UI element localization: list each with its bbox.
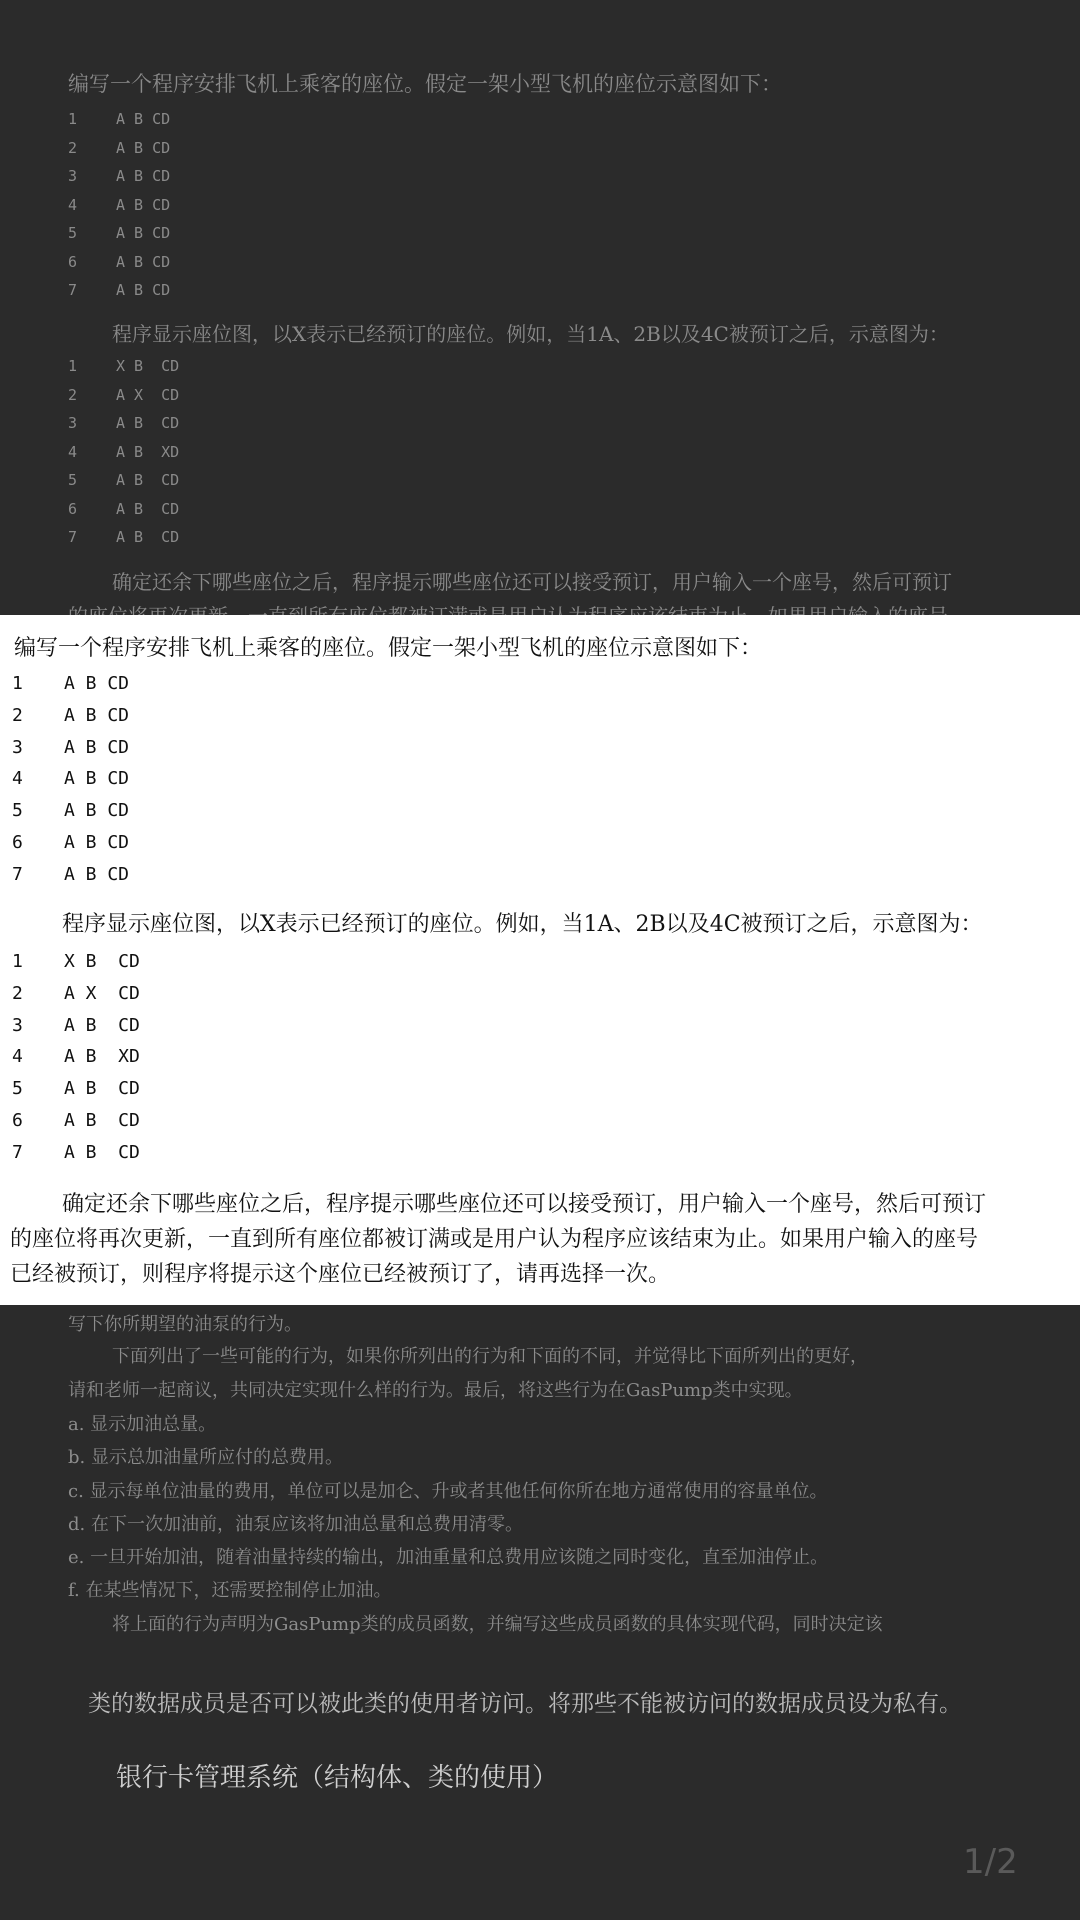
- doc-line: 下面列出了一些可能的行为，如果你所列出的行为和下面的不同，并觉得比下面所列出的更好，: [112, 1346, 868, 1367]
- zoom-para-after-1: 确定还余下哪些座位之后，程序提示哪些座位还可以接受预订，用户输入一个座号，然后可预订: [62, 1192, 987, 1217]
- seat-row-seats: A B CD: [64, 1141, 140, 1163]
- doc-line: 类的数据成员是否可以被此类的使用者访问。将那些不能被访问的数据成员设为私有。: [88, 1691, 962, 1717]
- doc-line: d. 在下一次加油前，油泵应该将加油总量和总费用清零。: [68, 1514, 523, 1535]
- seat-row-number: 6: [12, 1110, 23, 1131]
- seat-row-number: 5: [12, 800, 23, 822]
- doc-line: c. 显示每单位油量的费用，单位可以是加仑、升或者其他任何你所在地方通常使用的容量单位。: [68, 1481, 828, 1502]
- seat-row-number: 3: [68, 414, 78, 432]
- seat-row-seats: A B CD: [116, 224, 171, 242]
- seat-row-number: 4: [12, 768, 23, 790]
- seat-row-seats: A B CD: [116, 167, 171, 185]
- seat-row-number: 7: [68, 528, 78, 546]
- seat-row-seats: A B CD: [116, 252, 171, 271]
- zoom-para-after-3: 已经被预订，则程序将提示这个座位已经被预订了，请再选择一次。: [10, 1262, 671, 1287]
- seat-row-seats: A B CD: [64, 704, 130, 726]
- seat-row-seats: A B CD: [116, 138, 171, 157]
- seat-row-seats: A B CD: [64, 1078, 140, 1100]
- zoomed-image-region[interactable]: [0, 615, 1080, 1305]
- zoom-para-display: 程序显示座位图，以X表示已经预订的座位。例如，当1A、2B以及4C被预订之后，示意图为：: [62, 912, 983, 937]
- doc-para-after: 确定还余下哪些座位之后，程序提示哪些座位还可以接受预订，用户输入一个座号，然后可预订: [112, 570, 952, 594]
- seat-row-seats: A B CD: [64, 736, 130, 758]
- seat-row-number: 7: [12, 1141, 23, 1163]
- seat-row-number: 1: [68, 110, 78, 128]
- seat-row-number: 6: [12, 832, 23, 853]
- zoom-doc-title: 编写一个程序安排飞机上乘客的座位。假定一架小型飞机的座位示意图如下：: [14, 636, 763, 661]
- zoom-para-after-2: 的座位将再次更新，一直到所有座位都被订满或是用户认为程序应该结束为止。如果用户输入的座号: [10, 1227, 979, 1252]
- seat-row-seats: A B CD: [116, 414, 180, 432]
- seat-row-seats: A X CD: [116, 385, 180, 404]
- doc-para-display: 程序显示座位图，以X表示已经预订的座位。例如，当1A、2B以及4C被预订之后，示意图为：: [112, 322, 949, 346]
- seat-row-number: 5: [12, 1078, 23, 1100]
- seat-row-seats: A B CD: [64, 673, 130, 694]
- seat-row-seats: A B CD: [116, 499, 180, 518]
- seat-row-seats: A X CD: [64, 982, 140, 1004]
- doc-line: b. 显示总加油量所应付的总费用。: [68, 1447, 343, 1468]
- doc-line: 请和老师一起商议，共同决定实现什么样的行为。最后，将这些行为在GasPump类中实现。: [68, 1380, 803, 1401]
- seat-row-seats: A B CD: [116, 281, 171, 299]
- seat-row-seats: A B CD: [64, 863, 130, 885]
- seat-row-number: 1: [12, 951, 23, 972]
- seat-row-seats: A B CD: [64, 1110, 140, 1131]
- seat-row-seats: A B CD: [116, 471, 180, 489]
- seat-row-seats: A B CD: [116, 528, 180, 546]
- seat-row-seats: A B XD: [64, 1046, 140, 1068]
- seat-row-seats: A B CD: [116, 110, 171, 128]
- seat-row-number: 2: [12, 704, 23, 726]
- doc-line: a. 显示加油总量。: [68, 1414, 217, 1435]
- seat-row-number: 7: [12, 863, 23, 885]
- seat-row-number: 4: [68, 442, 78, 461]
- seat-row-number: 5: [68, 471, 78, 489]
- seat-row-number: 1: [12, 673, 23, 694]
- page-indicator: 1/2: [963, 1842, 1018, 1882]
- doc-line: e. 一旦开始加油，随着油量持续的输出，加油重量和总费用应该随之同时变化，直至加油停止。: [68, 1547, 829, 1568]
- seat-row-seats: A B CD: [64, 1014, 140, 1036]
- seat-row-number: 2: [12, 982, 23, 1004]
- seat-row-number: 4: [12, 1046, 23, 1068]
- seat-row-seats: A B CD: [116, 195, 171, 214]
- seat-row-seats: X B CD: [64, 951, 140, 972]
- section-title: 银行卡管理系统（结构体、类的使用）: [116, 1763, 559, 1793]
- seat-row-number: 1: [68, 357, 78, 375]
- doc-line: 写下你所期望的油泵的行为。: [68, 1314, 302, 1335]
- seat-row-seats: X B CD: [116, 357, 180, 375]
- seat-row-seats: A B CD: [64, 800, 130, 822]
- seat-row-number: 5: [68, 224, 78, 242]
- seat-row-seats: A B CD: [64, 768, 130, 790]
- seat-row-seats: A B XD: [116, 442, 180, 461]
- seat-row-number: 3: [68, 167, 78, 185]
- seat-row-number: 6: [68, 499, 78, 518]
- seat-row-number: 7: [68, 281, 78, 299]
- seat-row-number: 4: [68, 195, 78, 214]
- seat-row-number: 3: [12, 736, 23, 758]
- seat-row-number: 6: [68, 252, 78, 271]
- seat-row-number: 3: [12, 1014, 23, 1036]
- seat-row-seats: A B CD: [64, 832, 130, 853]
- doc-line: 将上面的行为声明为GasPump类的成员函数，并编写这些成员函数的具体实现代码，同时决定该: [112, 1614, 883, 1635]
- seat-row-number: 2: [68, 385, 78, 404]
- seat-row-number: 2: [68, 138, 78, 157]
- doc-title: 编写一个程序安排飞机上乘客的座位。假定一架小型飞机的座位示意图如下：: [68, 72, 782, 96]
- doc-line: f. 在某些情况下，还需要控制停止加油。: [68, 1580, 392, 1601]
